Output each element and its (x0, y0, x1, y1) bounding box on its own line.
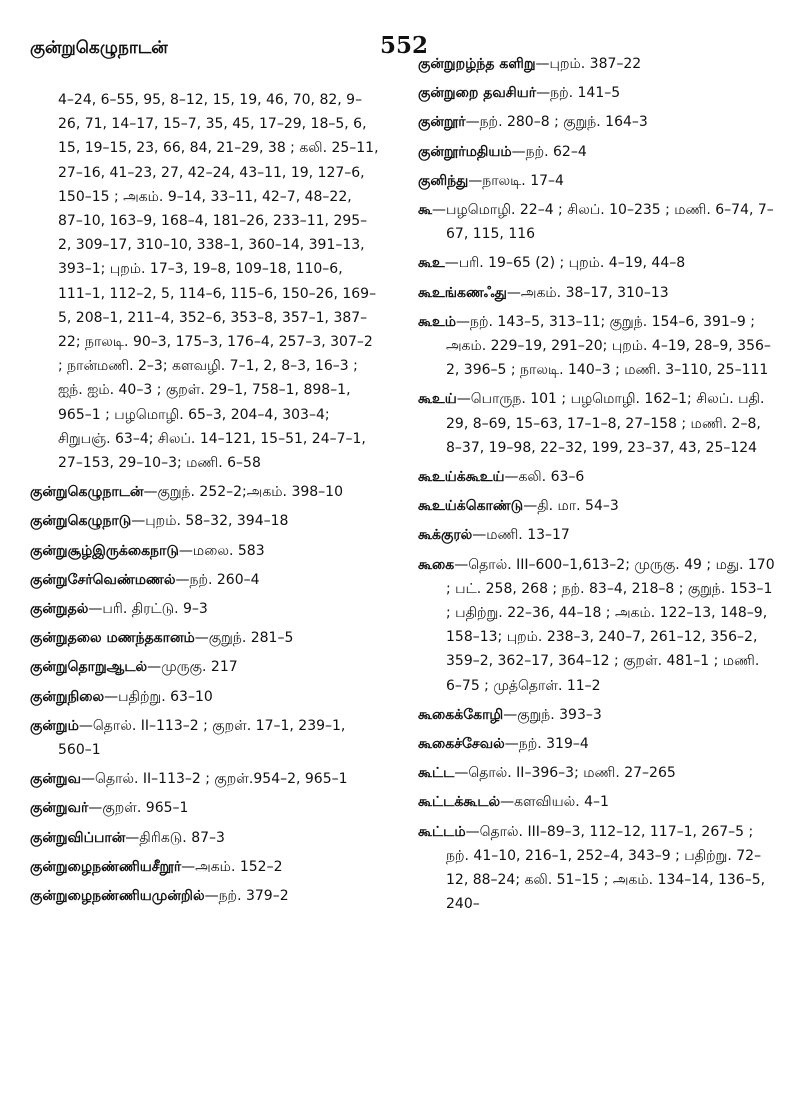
index-entry (418, 198, 778, 246)
entry-headword: கூகைக்கோழி (418, 706, 504, 723)
entry-headword: குன்றுழைநண்ணியசீறூர் (30, 858, 182, 875)
entry-references: —பதிற்று. 63–10 (104, 688, 213, 705)
index-entry (30, 597, 380, 621)
entry-references: —கலி. 63–6 (504, 469, 585, 486)
entry-headword: குன்றுகெழுநாடு (30, 513, 132, 530)
index-entry (418, 494, 778, 518)
entry-references: —நற். 141–5 (536, 85, 621, 102)
entry-references: —தொல். II–113–2 ; குறள்.954–2, 965–1 (81, 771, 348, 788)
entry-headword: குன்றுதொறுஆடல் (30, 659, 148, 676)
entry-references: —மலை. 583 (178, 542, 265, 559)
entry-references: —பழமொழி. 22–4 ; சிலப். 10–235 ; மணி. 6–74, 7–67, 115, 116 (432, 202, 774, 243)
entry-headword: குன்றுறை தவசியர் (418, 85, 537, 102)
entry-references: —குறுந். 393–3 (503, 706, 602, 723)
entry-references: —குறுந். 252–2;அகம். 398–10 (143, 484, 343, 501)
entry-headword: கூகை (418, 556, 455, 573)
entry-references: —பரி. 19–65 (2) ; புறம். 4–19, 44–8 (444, 255, 686, 272)
entry-references: —முருகு. 217 (147, 659, 238, 676)
entry-references: —பரி. திரட்டு. 9–3 (88, 601, 208, 618)
index-entry (30, 480, 380, 504)
index-entry (418, 761, 778, 785)
entry-headword: குன்றுசூழ்இருக்கைநாடு (30, 542, 179, 559)
entry-headword: குன்றுவ (30, 771, 82, 788)
entry-references: —மணி. 13–17 (472, 527, 570, 544)
entry-headword: குன்றுழைநண்ணியமுன்றில் (30, 888, 205, 905)
entry-headword: கூகைச்சேவல் (418, 736, 505, 753)
index-entry (418, 465, 778, 489)
index-entry (30, 884, 380, 908)
entry-headword: குன்றுகெழுநாடன் (30, 484, 144, 501)
index-entry (418, 732, 778, 756)
index-entry (418, 281, 778, 305)
entry-references: —தொல். III–600–1,613–2; முருகு. 49 ; மது. 170 ; பட். 258, 268 ; நற். 83–4, 218–8 ; குறுந். 153–1 ; பதிற்று. 22–36, 44–18 ; அகம். 122–13, 148–9, 158–13; புறம். 238–3, 240–7, 261–12, 356–2, 359–2, 362–17, 364–12 ; குறள். 481–1 ; மணி. 6–75 ; முத்தொள். 11–2 (446, 556, 775, 694)
entry-headword: குன்றுவர் (30, 800, 89, 817)
entry-references: —நாலடி. 17–4 (468, 172, 564, 189)
index-entry (418, 703, 778, 727)
entry-headword: குன்றுதல் (30, 601, 89, 618)
entry-references: —நற். 319–4 (504, 736, 589, 753)
index-entry (30, 714, 380, 762)
right-column (418, 52, 778, 922)
entry-headword: குன்றுநிலை (30, 688, 105, 705)
entry-references: —பொருந. 101 ; பழமொழி. 162–1; சிலப். பதி. 29, 8–69, 15–63, 17–1–8, 27–158 ; மணி. 2–8, 8–37, 19–98, 22–32, 199, 23–37, 43, 25–124 (446, 391, 765, 456)
index-entry (30, 685, 380, 709)
entry-references: —களவியல். 4–1 (500, 794, 609, 811)
entry-references: —குறுந். 281–5 (194, 630, 294, 647)
entry-headword: குனிந்து (418, 172, 469, 189)
entry-references: —நற். 143–5, 313–11; குறுந். 154–6, 391–9 ; அகம். 229–19, 291–20; புறம். 4–19, 28–9, 356–2, 396–5 ; நாலடி. 140–3 ; மணி. 3–110, 25–111 (446, 313, 771, 379)
index-entry (418, 820, 778, 917)
entry-references: —புறம். 387–22 (535, 56, 642, 72)
index-entry (418, 523, 778, 547)
entry-headword: கூக்குரல் (418, 527, 473, 544)
index-entry (30, 796, 380, 820)
entry-references: —நற். 280–8 ; குறுந். 164–3 (465, 114, 648, 131)
entry-references: —திரிகடு. 87–3 (125, 829, 225, 846)
entry-references: —குறள். 965–1 (88, 800, 189, 817)
entry-references: —புறம். 58–32, 394–18 (131, 513, 289, 530)
continued-entry (30, 88, 380, 475)
entry-headword: கூட்ட (418, 765, 455, 782)
index-entry (30, 509, 380, 533)
entry-headword: கூஉய்க்கொண்டு (418, 498, 524, 515)
entry-headword: குன்றுறழ்ந்த களிறு (418, 56, 536, 72)
index-entry (30, 539, 380, 563)
columns (30, 56, 778, 922)
index-entry (418, 310, 778, 383)
entry-headword: கூ (418, 202, 433, 219)
page-header (30, 32, 778, 88)
entry-headword: கூஉங்கணஃது (418, 284, 507, 301)
entry-references: —நற். 62–4 (511, 143, 587, 160)
entry-headword: குன்றூர் (418, 114, 466, 131)
entry-references: —நற். 260–4 (175, 571, 260, 588)
entry-headword: கூஉய் (418, 391, 457, 408)
index-entry (30, 568, 380, 592)
entry-references: —அகம். 152–2 (181, 858, 283, 875)
entry-headword: கூஉய்க்கூஉய் (418, 469, 505, 486)
index-entry (418, 553, 778, 698)
index-entry (418, 169, 778, 193)
entry-references: —நற். 379–2 (204, 888, 289, 905)
index-entry (30, 767, 380, 791)
index-entry (30, 855, 380, 879)
index-entry (418, 790, 778, 814)
index-entry (30, 826, 380, 850)
entry-headword: கூட்டம் (418, 823, 466, 840)
index-entry (418, 110, 778, 134)
index-entry (418, 387, 778, 460)
entry-headword: குன்றூர்மதியம் (418, 143, 512, 160)
entry-headword: கூஉம் (418, 313, 457, 330)
entry-references: —தொல். III–89–3, 112–12, 117–1, 267–5 ; நற். 41–10, 216–1, 252–4, 343–9 ; பதிற்று. 72–12, 88–24; கலி. 51–15 ; அகம். 134–14, 136–5, 240– (446, 823, 766, 913)
index-entry (30, 655, 380, 679)
index-entry (30, 626, 380, 650)
index-entry (418, 251, 778, 275)
entry-references: —தொல். II–113–2 ; குறள். 17–1, 239–1, 560–1 (58, 717, 346, 759)
index-entry (418, 140, 778, 164)
entry-headword: குன்றுசேர்வெண்மணல் (30, 571, 176, 588)
left-column (30, 88, 380, 922)
entry-references: —தொல். II–396–3; மணி. 27–265 (454, 765, 676, 782)
entry-headword: கூஉ (418, 255, 445, 272)
running-head: குன்றுகெழுநாடன் (30, 38, 168, 58)
page-number: 552 (380, 32, 429, 59)
entry-references: —தி. மா. 54–3 (523, 498, 619, 515)
entry-headword: குன்றுதலை மணந்தகானம் (30, 630, 195, 647)
entry-headword: குன்றுவிப்பான் (30, 829, 126, 846)
entry-references: —அகம். 38–17, 310–13 (506, 284, 669, 301)
entry-headword: குன்றும் (30, 717, 79, 734)
entry-references: 4–24, 6–55, 95, 8–12, 15, 19, 46, 70, 82, 9–26, 71, 14–17, 15–7, 35, 45, 17–29, 18–5, 6, 15, 19–15, 23, 66, 84, 21–29, 38 ; கலி. 25–11, 27–16, 41–23, 27, 42–24, 43–11, 19, 127–6, 150–15 ; அகம். 9–14, 33–11, 42–7, 48–22, 87–10, 163–9, 168–4, 181–26, 233–11, 295–2, 309–17, 310–10, 338–1, 360–14, 391–13, 393–1; புறம். 17–3, 19–8, 109–18, 110–6, 111–1, 112–2, 5, 114–6, 115–6, 150–26, 169–5, 208–1, 211–4, 352–6, 353–8, 357–1, 387–22; நாலடி. 90–3, 175–3, 176–4, 257–3, 307–2 ; நான்மணி. 2–3; களவழி. 7–1, 2, 8–3, 16–3 ; ஐந். ஐம். 40–3 ; குறள். 29–1, 758–1, 898–1, 965–1 ; பழமொழி. 65–3, 204–4, 303–4; சிறுபஞ். 63–4; சிலப். 14–121, 15–51, 24–7–1, 27–153, 29–10–3; மணி. 6–58 (58, 92, 379, 472)
entry-headword: கூட்டக்கூடல் (418, 794, 501, 811)
